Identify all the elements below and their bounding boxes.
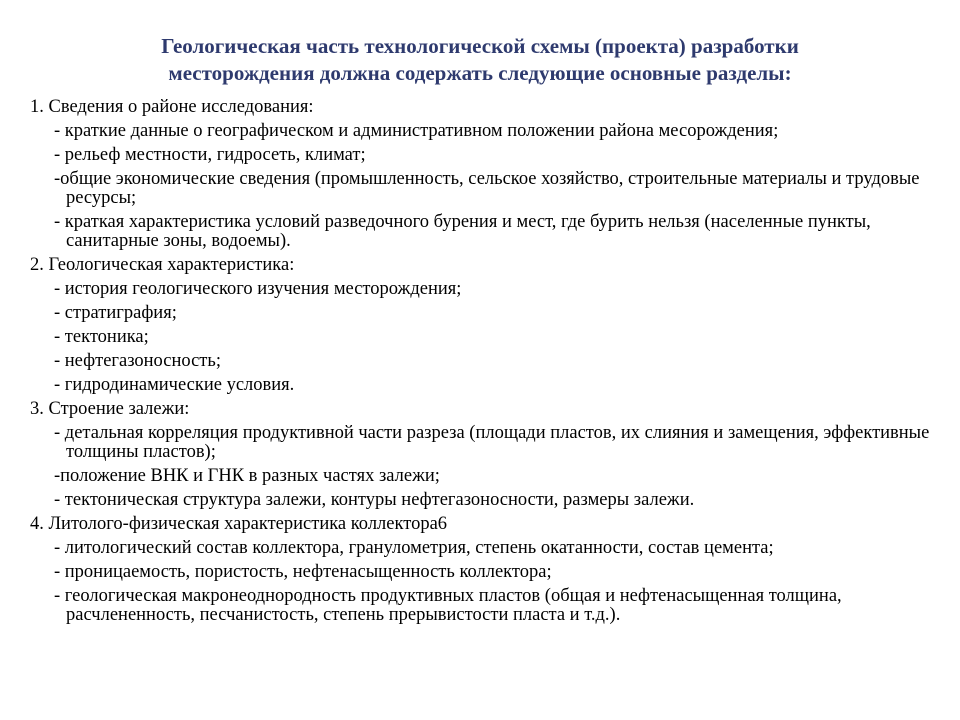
list-item: - стратиграфия;: [54, 303, 177, 323]
section-2: [30, 256, 930, 395]
list-item: - детальная корреляция продуктивной части разреза (площади пластов, их слияния и замещения, эффективные толщины пластов);: [54, 423, 930, 462]
slide-title: [60, 33, 900, 87]
list-item: - краткие данные о географическом и административном положении района месорождения;: [54, 121, 779, 141]
list-item: -положение ВНК и ГНК в разных частях залежи;: [54, 466, 440, 486]
section-heading: 1. Сведения о районе исследования:: [30, 97, 314, 117]
list-item: - рельеф местности, гидросеть, климат;: [54, 145, 366, 165]
section-heading: 3. Строение залежи:: [30, 399, 190, 419]
list-item: - тектоника;: [54, 327, 149, 347]
slide-content: [30, 98, 930, 630]
section-4: [30, 515, 930, 625]
list-item: - нефтегазоносность;: [54, 351, 221, 371]
list-item: - литологический состав коллектора, гранулометрия, степень окатанности, состав цемента;: [54, 538, 774, 558]
title-line-1: Геологическая часть технологической схемы (проекта) разработки: [161, 34, 799, 58]
title-line-2: месторождения должна содержать следующие основные разделы:: [168, 61, 792, 85]
list-item: - краткая характеристика условий разведочного бурения и мест, где бурить нельзя (населенные пункты, санитарные зоны, водоемы).: [54, 212, 871, 251]
list-item: - геологическая макронеоднородность продуктивных пластов (общая и нефтенасыщенная толщина, расчлененность, песчанистость, степень прерывистости пласта и т.д.).: [54, 586, 842, 625]
section-heading: 2. Геологическая характеристика:: [30, 255, 295, 275]
list-item: - гидродинамические условия.: [54, 375, 295, 395]
section-heading: 4. Литолого-физическая характеристика коллектора6: [30, 514, 448, 534]
list-item: - проницаемость, пористость, нефтенасыщенность коллектора;: [54, 562, 552, 582]
list-item: - история геологического изучения месторождения;: [54, 279, 462, 299]
section-1: [30, 98, 930, 251]
list-item: - тектоническая структура залежи, контуры нефтегазоносности, размеры залежи.: [54, 490, 695, 510]
section-3: [30, 400, 930, 510]
list-item: -общие экономические сведения (промышленность, сельское хозяйство, строительные материалы и трудовые ресурсы;: [54, 169, 920, 208]
